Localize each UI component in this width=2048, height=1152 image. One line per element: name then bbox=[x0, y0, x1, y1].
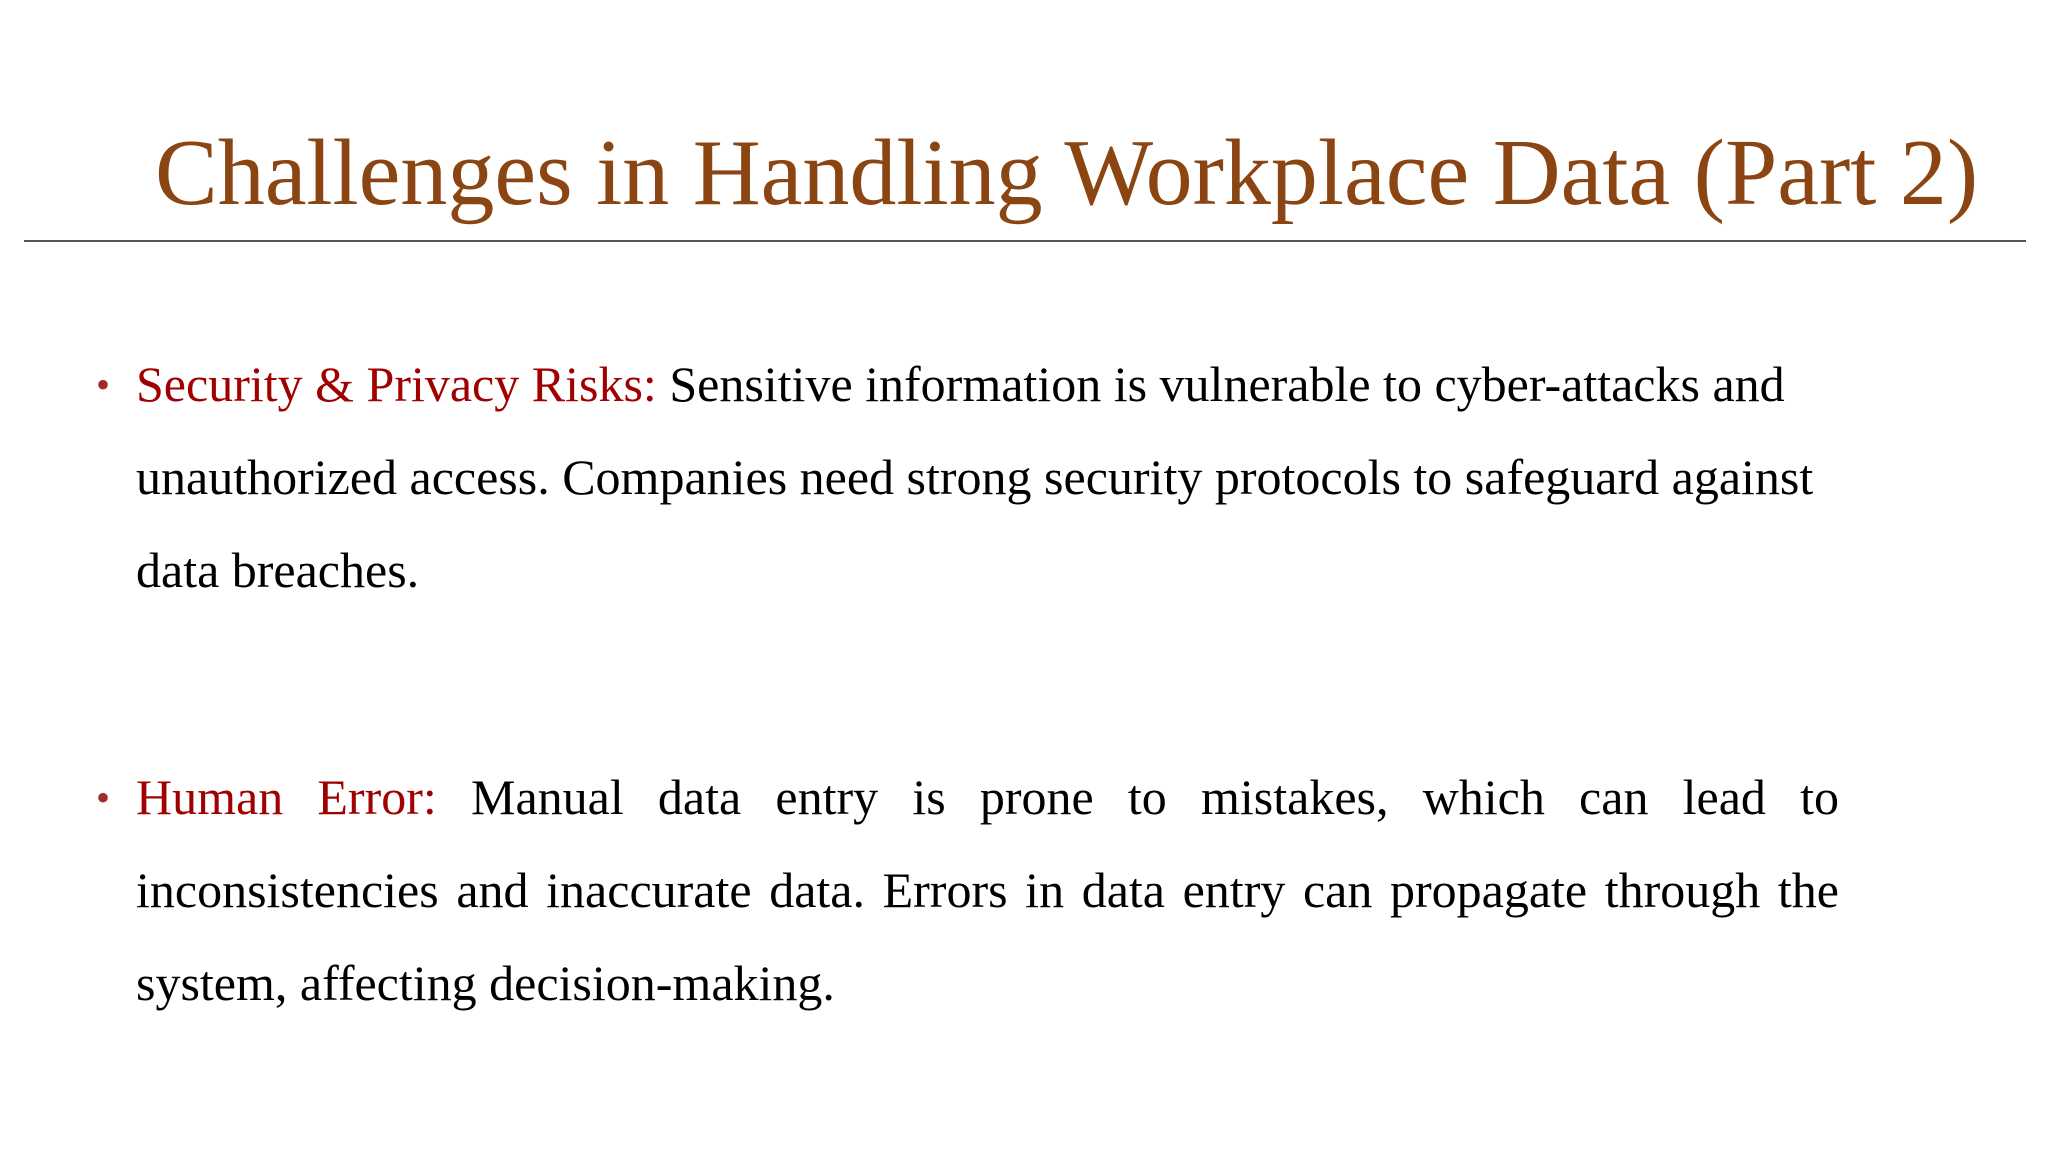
slide-title: Challenges in Handling Workplace Data (Part 2) bbox=[155, 121, 1979, 225]
bullet-term: Human Error: bbox=[136, 769, 471, 825]
bullet-text: Sensitive information is vulnerable to cyber-attacks and unauthorized access. Companies need strong security protocols to safeguard against data breaches. bbox=[136, 356, 1814, 598]
title-divider bbox=[24, 240, 2026, 242]
bullet-item-security bbox=[96, 338, 1839, 617]
bullet-dot-icon: • bbox=[96, 775, 111, 820]
bullet-term: Security & Privacy Risks: bbox=[136, 356, 670, 412]
bullet-item-human-error bbox=[96, 751, 1840, 1030]
bullet-text: Manual data entry is prone to mistakes, which can lead to inconsistencies and inaccurate data. Errors in data entry can propagate through the system, affecting decision-making. bbox=[136, 769, 1840, 1011]
bullet-dot-icon: • bbox=[96, 362, 111, 407]
